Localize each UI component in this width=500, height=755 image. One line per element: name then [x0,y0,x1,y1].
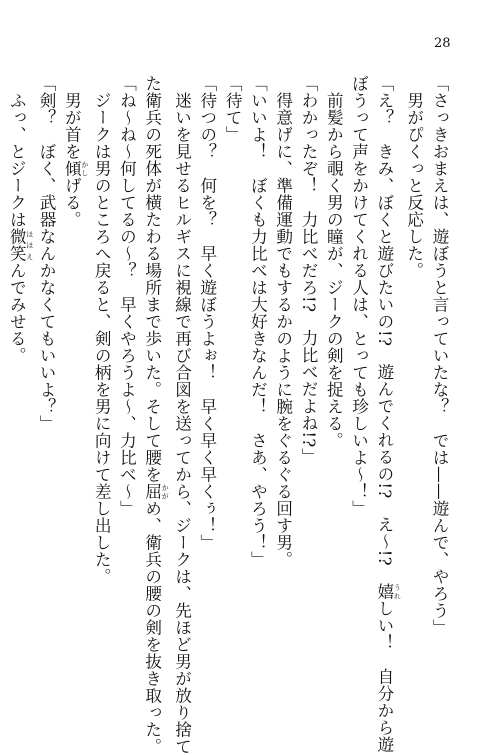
text-line: 「待て」 [223,75,243,143]
furigana: かが [161,483,170,500]
text-line: 「待つの？ 何を？ 早く遊ぼうよぉ！ 早く早く早くぅ！」 [197,75,217,551]
text-line [4,75,34,675]
furigana: ほほえ [25,228,34,262]
text-line: 「わかったぞ！ 力比べだろ!? 力比べだよね!?」 [299,75,319,465]
text-fragment: た衛兵の死体が横たわる場所まで歩いた。そして腰を [142,75,162,483]
text-line: 得意げに、準備運動でもするかのように腕をぐるぐる回す男。 [273,75,293,568]
furigana-word [142,483,170,500]
ruby-base: 嬉 [374,583,394,601]
furigana-word [374,583,402,601]
vertical-text-body [4,75,452,755]
furigana: かし [80,160,89,177]
text-line: 「剣？ ぼく、武器なんかなくてもいいよ？」 [37,75,57,432]
text-line: 男がぴくっと反応した。 [404,75,424,279]
furigana-word [62,160,89,177]
ruby-base: 傾 [62,160,82,177]
text-line: 「いいよ！ ぼくも力比べは大好きなんだ！ さあ、やろう！」 [248,75,268,568]
text-fragment: 男が首を [62,75,82,160]
page-number: 28 [434,36,451,51]
text-line [372,75,402,754]
ruby-base: 微笑 [7,228,27,262]
text-line: 前髪から覗く男の瞳が、ジークの剣を捉える。 [324,75,344,449]
text-line: ぼうって声をかけてくれる人は、とっても珍しいよ～！」 [349,75,369,517]
ruby-base: 屈 [142,483,162,500]
furigana: うれ [393,583,402,601]
text-line: ジークは男のところへ戻ると、剣の柄を男に向けて差し出した。 [92,75,112,585]
text-fragment: め、衛兵の腰の剣を抜き取った。 [142,500,162,755]
text-fragment: しい！ 自分から遊 [374,600,394,754]
text-line: 迷いを見せるヒルギスに視線で再び合図を送ってから、ジークは、先ほど男が放り捨て [172,75,192,755]
text-line: 「ね～ね～何してるの～？ 早くやろうよ～、力比べ～」 [117,75,137,517]
text-line: 「さっきおまえは、遊ぼうと言っていたな？ では——遊んで、やろう」 [430,75,449,636]
text-fragment: んでみせる。 [7,262,27,364]
text-fragment: 「え？ きみ、ぼくと遊びたいの!? 遊んでくれるの!? え～!? [374,75,394,584]
text-line [59,75,89,675]
text-fragment: げる。 [62,177,82,228]
furigana-word [7,228,34,262]
text-line [139,75,170,755]
text-fragment: ふっ、とジークは [7,75,27,228]
